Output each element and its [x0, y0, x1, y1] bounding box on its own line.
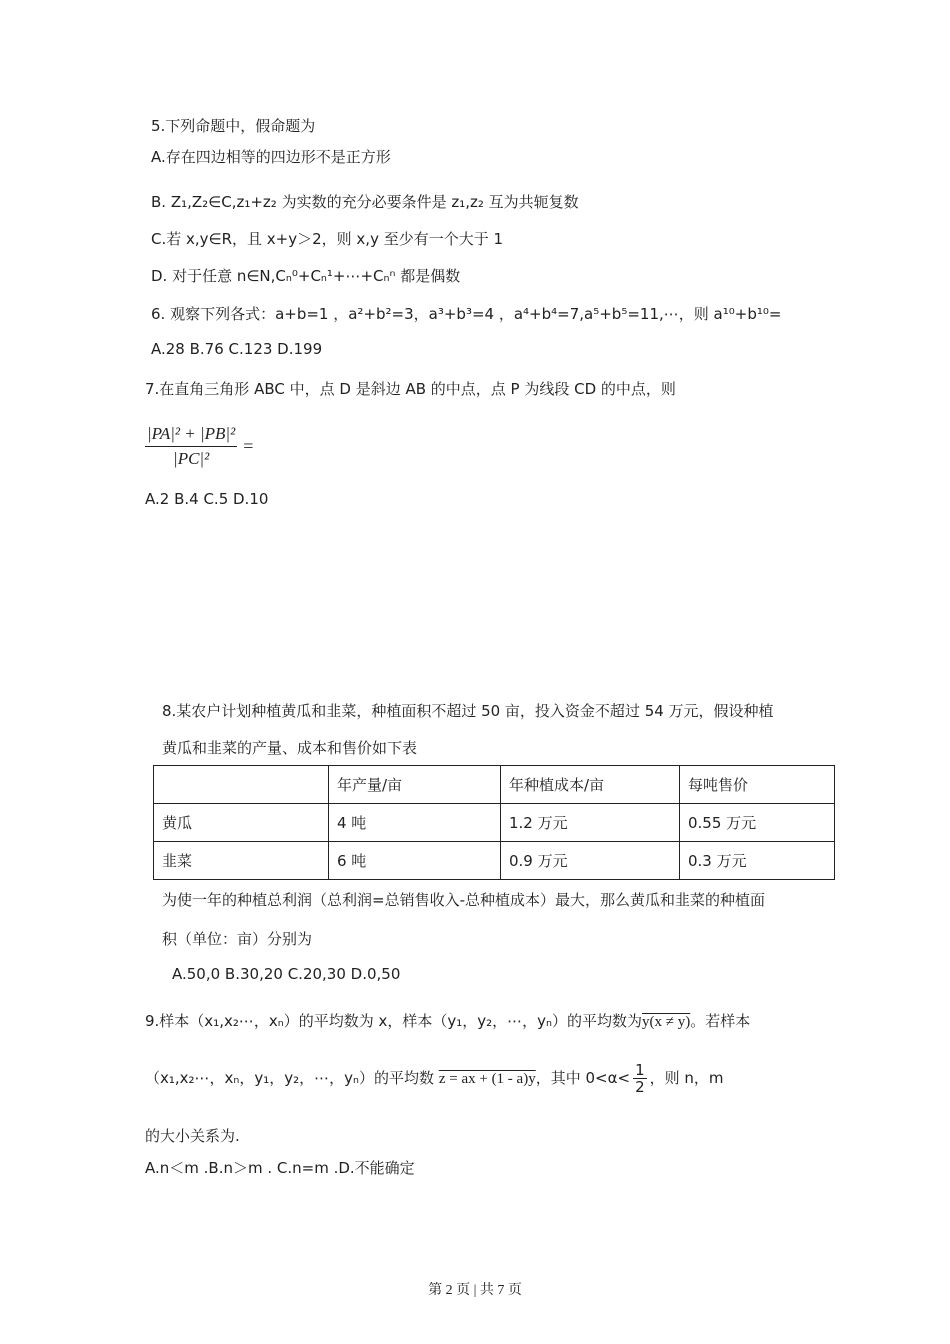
page-footer: 第 2 页 | 共 7 页	[428, 1283, 522, 1298]
q9-line1-text: 9.样本（x₁,x₂⋯，xₙ）的平均数为 x，样本（y₁，y₂，⋯，yₙ）的平均数为	[145, 1012, 642, 1030]
fraction-numerator: 1	[635, 1061, 645, 1079]
q9-line2-end: ，则 n，m	[649, 1069, 724, 1087]
q8-stem-line2: 黄瓜和韭菜的产量、成本和售价如下表	[162, 739, 418, 757]
formula-equals: =	[243, 436, 254, 456]
table-cell: 0.9 万元	[501, 842, 680, 880]
table-cell: 4 吨	[329, 804, 501, 842]
q8-table	[153, 765, 835, 880]
q7-options: A.2 B.4 C.5 D.10	[145, 490, 269, 508]
q9-line1-end: 。若样本	[690, 1012, 751, 1030]
table-cell: 1.2 万元	[501, 804, 680, 842]
q6-stem: 6. 观察下列各式：a+b=1 ，a²+b²=3，a³+b³=4 ，a⁴+b⁴=7,a⁵+b⁵=11,⋯，则 a¹⁰+b¹⁰=	[151, 305, 782, 323]
q7-formula	[145, 424, 253, 469]
table-header: 年种植成本/亩	[501, 766, 680, 804]
q8-options: A.50,0 B.30,20 C.20,30 D.0,50	[172, 965, 401, 983]
table-cell: 韭菜	[154, 842, 329, 880]
q9-options: A.n＜m .B.n＞m . C.n=m .D.不能确定	[145, 1159, 415, 1177]
table-header: 每吨售价	[680, 766, 835, 804]
formula-numerator: |PA|² + |PB|²	[145, 424, 237, 447]
q5-option-d: D. 对于任意 n∈N,Cₙ⁰+Cₙ¹+⋯+Cₙⁿ 都是偶数	[151, 267, 461, 285]
table-cell: 黄瓜	[154, 804, 329, 842]
q9-fraction-half	[633, 1062, 647, 1095]
table-row	[154, 842, 835, 880]
table-cell: 0.55 万元	[680, 804, 835, 842]
q8-after-line1: 为使一年的种植总利润（总利润=总销售收入-总种植成本）最大，那么黄瓜和韭菜的种植面	[162, 891, 765, 909]
q5-option-b: B. Z₁,Z₂∈C,z₁+z₂ 为实数的充分必要条件是 z₁,z₂ 互为共轭复数	[151, 193, 579, 211]
table-header	[154, 766, 329, 804]
q6-options: A.28 B.76 C.123 D.199	[151, 340, 323, 358]
q9-line1	[145, 1010, 750, 1031]
table-cell: 6 吨	[329, 842, 501, 880]
q5-stem: 5.下列命题中，假命题为	[151, 117, 316, 135]
q5-option-c: C.若 x,y∈R，且 x+y＞2，则 x,y 至少有一个大于 1	[151, 230, 504, 248]
q9-mean-y: y(x ≠ y)	[642, 1014, 691, 1030]
table-header-row	[154, 766, 835, 804]
q8-after-line2: 积（单位：亩）分别为	[162, 930, 313, 948]
formula-denominator: |PC|²	[173, 449, 210, 468]
table-cell: 0.3 万元	[680, 842, 835, 880]
table-row	[154, 804, 835, 842]
q8-stem-line1: 8.某农户计划种植黄瓜和韭菜，种植面积不超过 50 亩，投入资金不超过 54 万元，假设种植	[162, 702, 774, 720]
q7-stem: 7.在直角三角形 ABC 中，点 D 是斜边 AB 的中点，点 P 为线段 CD 的中点，则	[145, 380, 676, 398]
table-header: 年产量/亩	[329, 766, 501, 804]
q9-formula-z: z = ax + (1 - a)y	[438, 1071, 536, 1087]
q9-line3: 的大小关系为.	[145, 1127, 240, 1145]
q9-line2-text: （x₁,x₂⋯，xₙ，y₁，y₂，⋯，yₙ）的平均数	[145, 1069, 435, 1087]
q5-option-a: A.存在四边相等的四边形不是正方形	[151, 148, 391, 166]
q9-line2	[145, 1062, 724, 1095]
fraction-denominator: 2	[635, 1078, 645, 1096]
q9-condition: ，其中 0<α<	[535, 1069, 631, 1087]
